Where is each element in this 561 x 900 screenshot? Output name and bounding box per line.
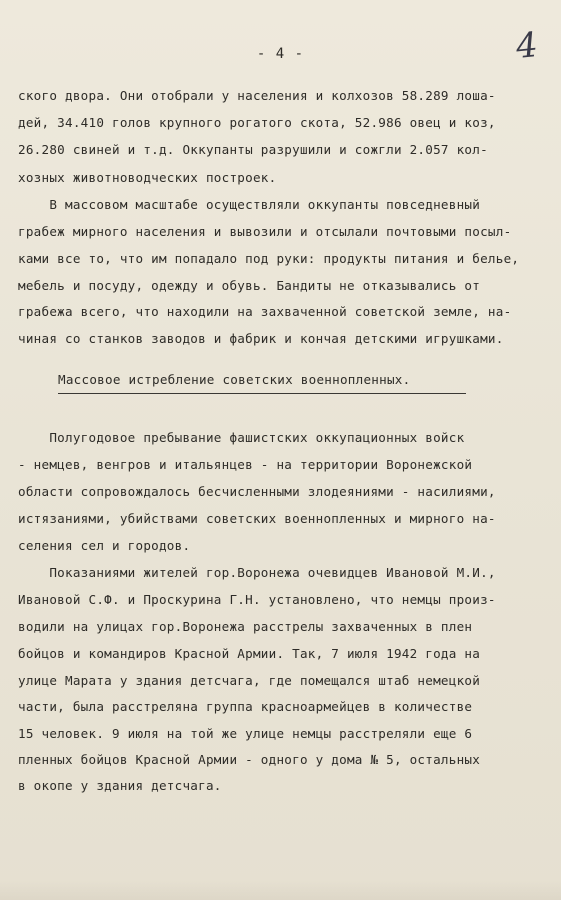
text-line: в окопе у здания детсчага. [18, 778, 222, 793]
text-line: пленных бойцов Красной Армии - одного у дома № 5, остальных [18, 752, 481, 767]
text-line: грабежа всего, что находили на захваченной советской земле, на- [18, 304, 512, 319]
text-line: - немцев, венгров и итальянцев - на территории Воронежской [18, 457, 473, 472]
text-line: мебель и посуду, одежду и обувь. Бандиты не отказывались от [18, 278, 481, 293]
text-line: ками все то, что им попадало под руки: продукты питания и белье, [18, 251, 520, 266]
handwritten-page-number: 4 [513, 24, 540, 68]
text-line: бойцов и командиров Красной Армии. Так, 7 июля 1942 года на [18, 646, 481, 661]
text-line: ского двора. Они отобрали у населения и колхозов 58.289 лоша- [18, 88, 496, 103]
text-line: чиная со станков заводов и фабрик и кончая детскими игрушками. [18, 331, 504, 346]
text-line: Полугодовое пребывание фашистских оккупационных войск [18, 430, 465, 445]
text-line: Ивановой С.Ф. и Проскурина Г.Н. установлено, что немцы произ- [18, 592, 496, 607]
text-line: В массовом масштабе осуществляли оккупанты повседневный [18, 197, 481, 212]
text-line: Показаниями жителей гор.Воронежа очевидцев Ивановой М.И., [18, 565, 496, 580]
heading-underline [58, 393, 466, 394]
text-line: истязаниями, убийствами советских военнопленных и мирного на- [18, 511, 496, 526]
page-edge-shading [0, 880, 561, 900]
section-heading: Массовое истребление советских военнопленных. [58, 372, 411, 387]
text-line: 26.280 свиней и т.д. Оккупанты разрушили и сожгли 2.057 кол- [18, 142, 488, 157]
text-line: грабеж мирного населения и вывозили и отсылали почтовыми посыл- [18, 224, 512, 239]
text-line: хозных животноводческих построек. [18, 170, 277, 185]
text-line: части, была расстреляна группа красноармейцев в количестве [18, 699, 473, 714]
text-line: дей, 34.410 голов крупного рогатого скота, 52.986 овец и коз, [18, 115, 496, 130]
text-line: 15 человек. 9 июля на той же улице немцы расстреляли еще 6 [18, 726, 473, 741]
page-number: - 4 - [256, 46, 305, 62]
text-line: селения сел и городов. [18, 538, 191, 553]
text-line: области сопровождалось бесчисленными злодеяниями - насилиями, [18, 484, 496, 499]
text-line: водили на улицах гор.Воронежа расстрелы захваченных в плен [18, 619, 473, 634]
text-line: улице Марата у здания детсчага, где помещался штаб немецкой [18, 673, 481, 688]
